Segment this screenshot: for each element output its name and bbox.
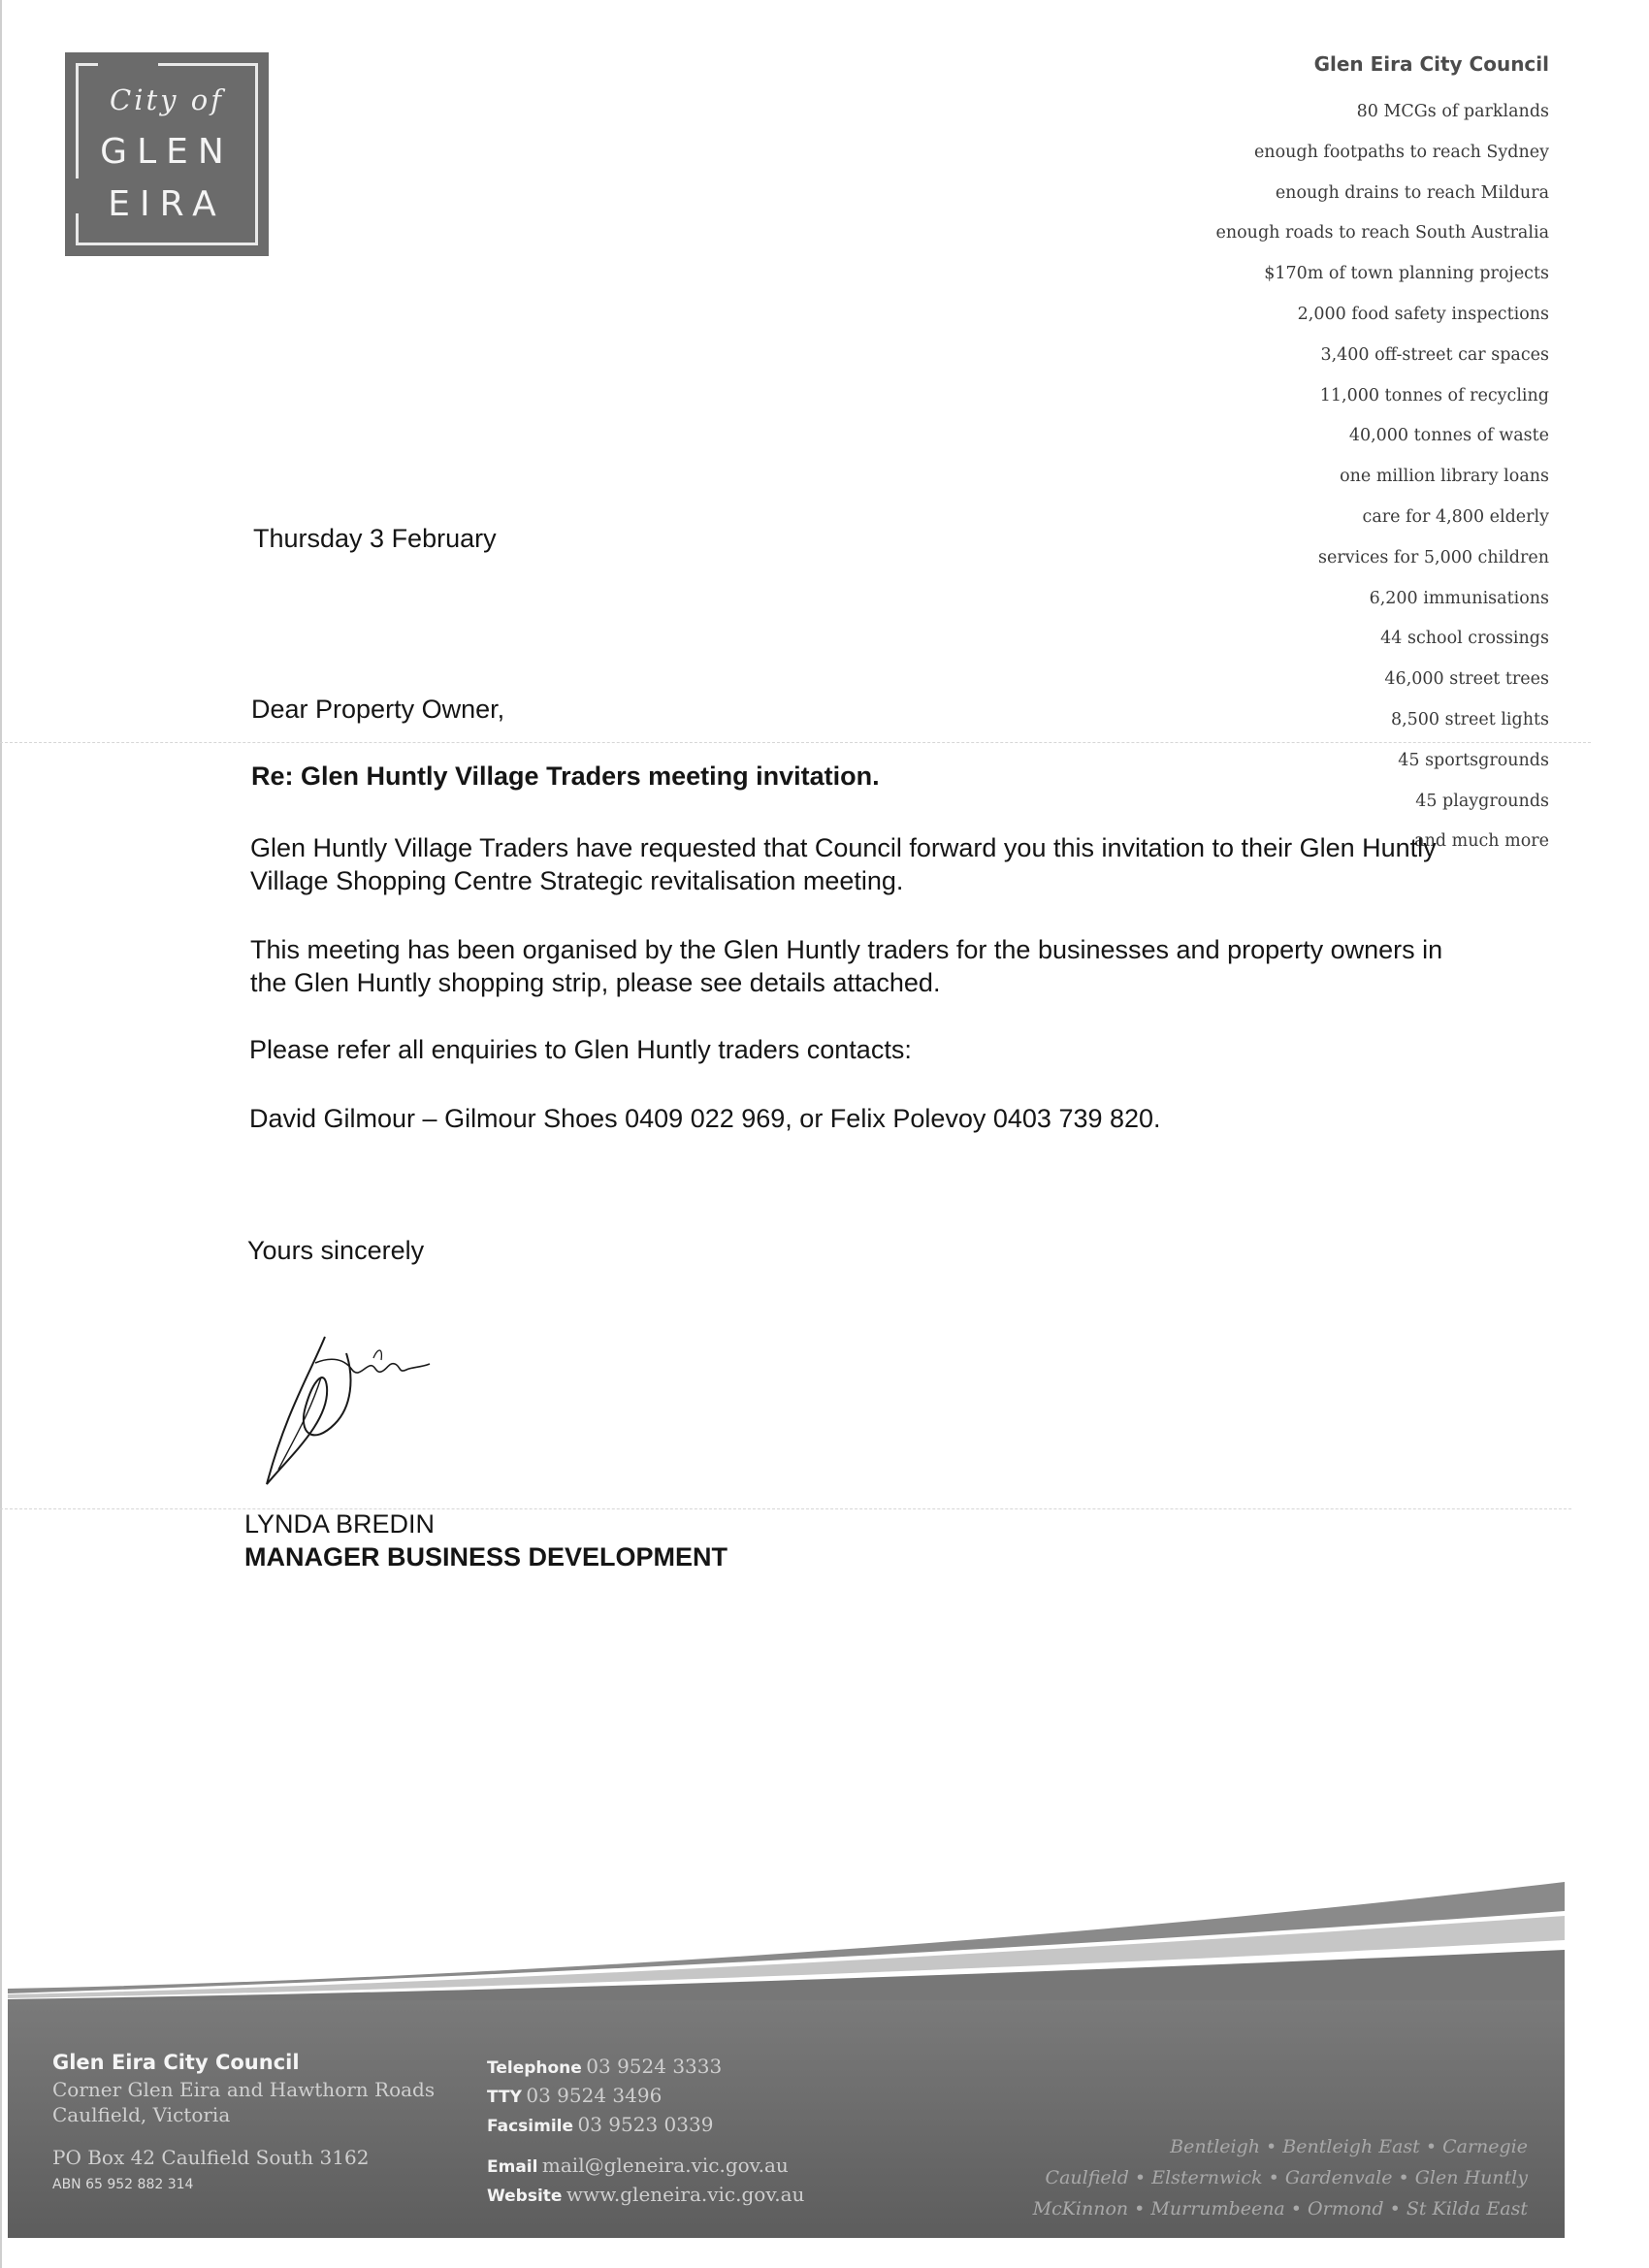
- fact-item: care for 4,800 elderly: [1362, 506, 1549, 527]
- fact-item: services for 5,000 children: [1318, 547, 1549, 567]
- fact-item: 44 school crossings: [1380, 629, 1549, 649]
- footer-website: [487, 2183, 804, 2206]
- footer-wave-decoration: [8, 1872, 1565, 2003]
- letter-contacts: David Gilmour – Gilmour Shoes 0409 022 969, or Felix Polevoy 0403 739 820.: [249, 1104, 1161, 1133]
- scan-edge: [0, 0, 2, 2268]
- scan-artifact-line: [0, 742, 1591, 743]
- footer-contact-value: 03 9523 0339: [577, 2113, 714, 2136]
- footer-address-block: [52, 2051, 435, 2192]
- fact-item: 45 playgrounds: [1415, 791, 1549, 811]
- fact-item: 8,500 street lights: [1390, 709, 1549, 729]
- fact-item: and much more: [1414, 831, 1549, 852]
- fact-item: 6,200 immunisations: [1369, 588, 1549, 608]
- footer-address-line: Caulfield, Victoria: [52, 2103, 231, 2126]
- footer-contact-label: TTY: [487, 2088, 522, 2107]
- letter-paragraph-invitation: Glen Huntly Village Traders have requested that Council forward you this invitation to their Glen Huntly Village Shopping Centre Strategic revitalisation meeting.: [250, 833, 1437, 895]
- signatory-title: MANAGER BUSINESS DEVELOPMENT: [244, 1542, 728, 1571]
- letter-paragraph-meeting: This meeting has been organised by the Glen Huntly traders for the businesses and property owners in the Glen Huntly shopping strip, please see details attached.: [250, 935, 1443, 997]
- logo-frame-gap: [98, 60, 158, 70]
- letterhead-council-name: Glen Eira City Council: [1313, 52, 1549, 76]
- fact-item: 40,000 tonnes of waste: [1348, 426, 1549, 446]
- footer-contact-label: Facsimile: [487, 2117, 574, 2136]
- letter-subject: Re: Glen Huntly Village Traders meeting invitation.: [251, 761, 880, 791]
- footer-contact-label: Website: [487, 2187, 563, 2206]
- handwritten-signature: [257, 1319, 480, 1504]
- footer-council-name: Glen Eira City Council: [52, 2051, 300, 2074]
- fact-item: 45 sportsgrounds: [1398, 750, 1549, 770]
- footer-suburb-line: Caulfield • Elsternwick • Gardenvale • Glen Huntly: [1045, 2167, 1528, 2188]
- footer-abn: ABN 65 952 882 314: [52, 2177, 194, 2192]
- footer-contact-value: www.gleneira.vic.gov.au: [566, 2183, 805, 2206]
- footer-contact-label: Telephone: [487, 2058, 582, 2078]
- fact-item: enough roads to reach South Australia: [1215, 223, 1549, 243]
- footer-suburb-line: Bentleigh • Bentleigh East • Carnegie: [1170, 2136, 1528, 2157]
- footer-contact-block: [487, 2055, 804, 2206]
- footer-telephone: [487, 2055, 804, 2078]
- footer-tty: [487, 2084, 804, 2107]
- footer-po-box: PO Box 42 Caulfield South 3162: [52, 2146, 370, 2169]
- footer-facsimile: [487, 2113, 804, 2136]
- council-facts-list: [1216, 95, 1549, 865]
- footer-contact-value: 03 9524 3496: [526, 2084, 663, 2107]
- letter-closing: Yours sincerely: [247, 1236, 425, 1265]
- letter-date: Thursday 3 February: [253, 524, 497, 553]
- scan-artifact-line: [0, 1508, 1571, 1509]
- letter-salutation: Dear Property Owner,: [251, 695, 505, 724]
- fact-item: 2,000 food safety inspections: [1297, 304, 1549, 324]
- footer-contact-value: mail@gleneira.vic.gov.au: [541, 2154, 789, 2177]
- fact-item: enough footpaths to reach Sydney: [1253, 142, 1549, 162]
- city-of-glen-eira-logo: [65, 52, 269, 256]
- logo-line-glen: GLEN: [100, 132, 234, 172]
- footer-suburb-line: McKinnon • Murrumbeena • Ormond • St Kilda East: [1032, 2198, 1528, 2219]
- footer-contact-value: 03 9524 3333: [586, 2055, 723, 2078]
- fact-item: 46,000 street trees: [1384, 669, 1549, 690]
- fact-item: 11,000 tonnes of recycling: [1319, 385, 1549, 405]
- signatory-name: LYNDA BREDIN: [244, 1509, 436, 1539]
- letterhead-footer: [8, 2000, 1565, 2238]
- fact-item: 80 MCGs of parklands: [1356, 102, 1549, 121]
- footer-address-line: Corner Glen Eira and Hawthorn Roads: [52, 2078, 436, 2101]
- footer-contact-label: Email: [487, 2157, 538, 2177]
- fact-item: one million library loans: [1340, 467, 1549, 487]
- logo-line-eira: EIRA: [108, 184, 226, 224]
- fact-item: $170m of town planning projects: [1264, 264, 1549, 284]
- fact-item: enough drains to reach Mildura: [1275, 182, 1549, 203]
- fact-item: 3,400 off-street car spaces: [1320, 344, 1549, 365]
- footer-email: [487, 2154, 804, 2177]
- logo-line-city-of: City of: [110, 83, 224, 116]
- letter-paragraph-enquiries: Please refer all enquiries to Glen Huntly traders contacts:: [249, 1035, 912, 1064]
